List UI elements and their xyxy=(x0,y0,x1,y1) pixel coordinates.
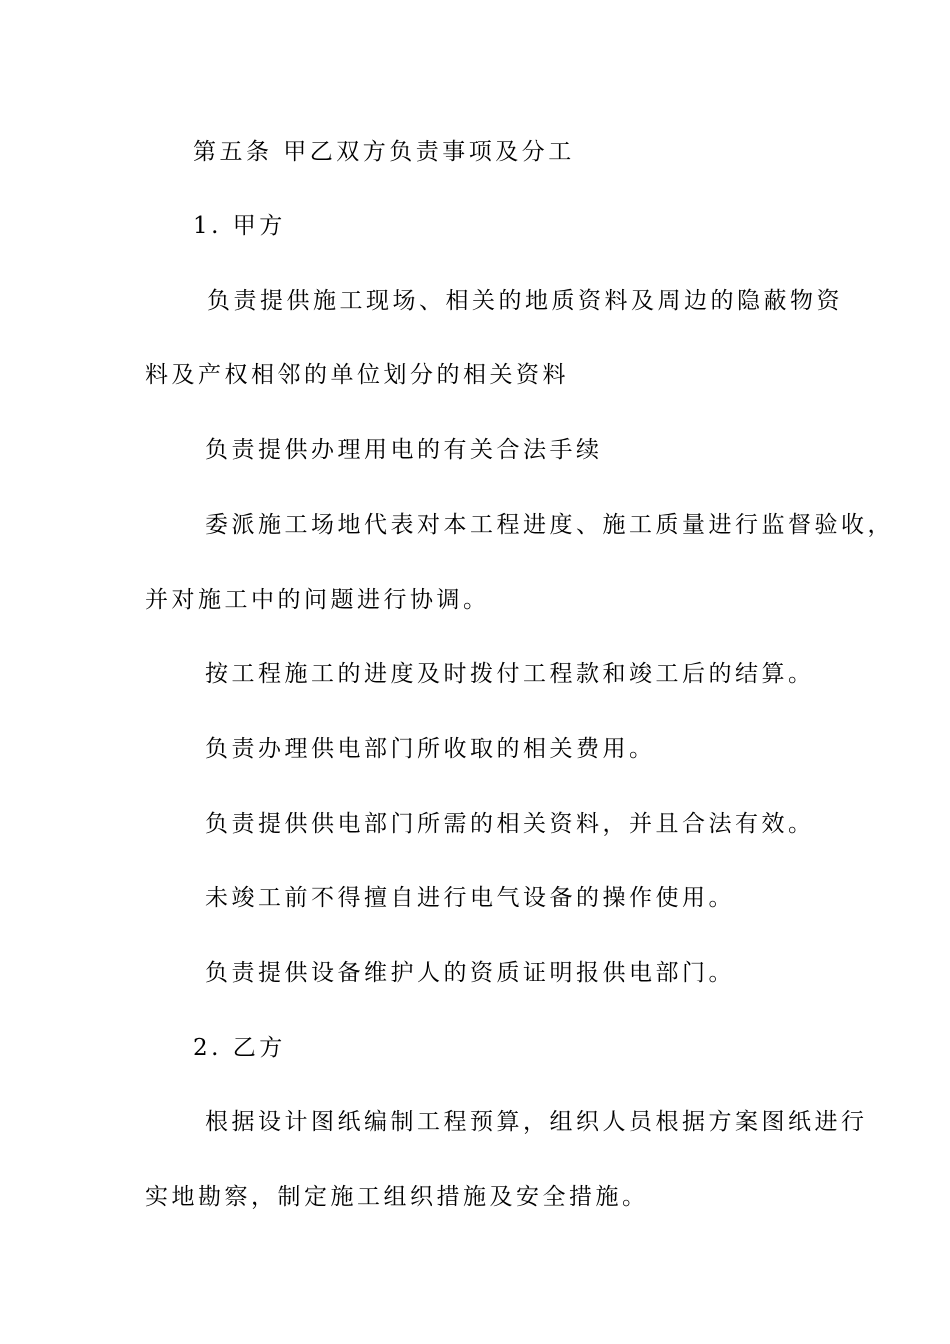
paragraph-line: 并对施工中的问题进行协调。 xyxy=(145,587,490,613)
party-a-title: 1. 甲方 xyxy=(193,213,286,239)
paragraph-line: 负责办理供电部门所收取的相关费用。 xyxy=(205,736,656,762)
paragraph-line: 按工程施工的进度及时拨付工程款和竣工后的结算。 xyxy=(205,661,815,687)
paragraph-line: 未竣工前不得擅自进行电气设备的操作使用。 xyxy=(205,885,735,911)
paragraph-line: 料及产权相邻的单位划分的相关资料 xyxy=(145,362,569,388)
paragraph-line: 委派施工场地代表对本工程进度、施工质量进行监督验收， xyxy=(205,512,894,538)
paragraph-line: 实地勘察，制定施工组织措施及安全措施。 xyxy=(145,1184,649,1210)
paragraph-line: 负责提供设备维护人的资质证明报供电部门。 xyxy=(205,960,735,986)
party-b-title: 2. 乙方 xyxy=(193,1035,286,1061)
paragraph-line: 根据设计图纸编制工程预算，组织人员根据方案图纸进行 xyxy=(205,1109,868,1135)
section-heading: 第五条 甲乙双方负责事项及分工 xyxy=(193,139,575,165)
paragraph-line: 负责提供供电部门所需的相关资料，并且合法有效。 xyxy=(205,811,815,837)
paragraph-line: 负责提供办理用电的有关合法手续 xyxy=(205,437,603,463)
paragraph-line: 负责提供施工现场、相关的地质资料及周边的隐蔽物资 xyxy=(207,288,843,314)
